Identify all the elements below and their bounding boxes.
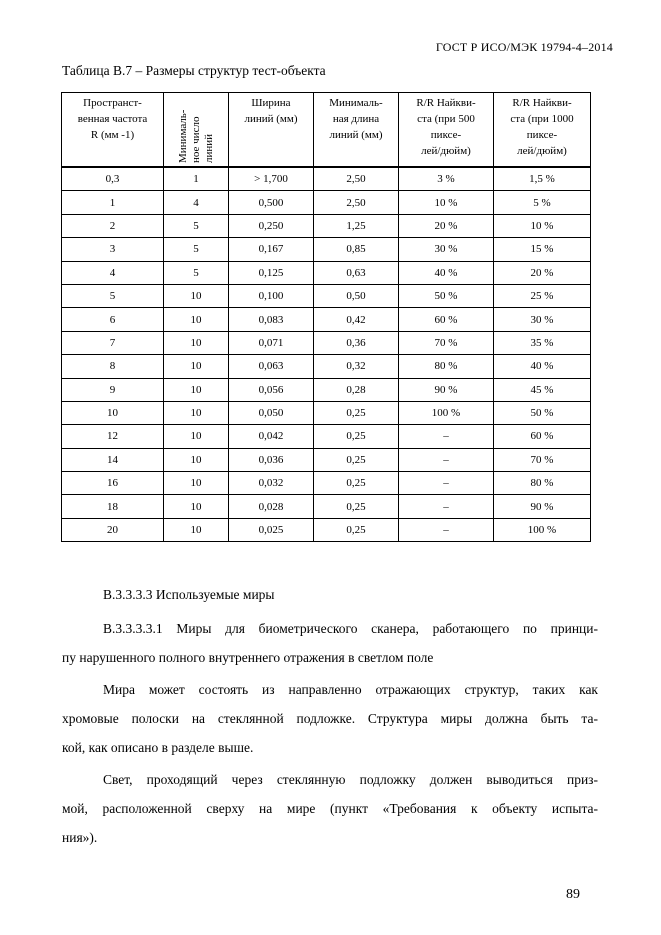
table-cell: 0,32: [314, 355, 399, 378]
table-cell: 25 %: [494, 284, 591, 307]
table-cell: 0,85: [314, 238, 399, 261]
col-header: [164, 93, 229, 168]
table-cell: 6: [62, 308, 164, 331]
table-row: [62, 495, 591, 518]
paragraph-line: Мира может состоять из направленно отражающих структур, таких как: [103, 682, 598, 697]
table-cell: 0,050: [229, 401, 314, 424]
section-heading: [62, 580, 598, 609]
table-cell: 50 %: [399, 284, 494, 307]
table-cell: 20 %: [399, 214, 494, 237]
table-cell: 10 %: [399, 191, 494, 214]
table-cell: 0,63: [314, 261, 399, 284]
table-cell: 0,25: [314, 518, 399, 541]
table-cell: 0,25: [314, 448, 399, 471]
table-cell: 0,36: [314, 331, 399, 354]
table-row: [62, 401, 591, 424]
table-cell: 5: [164, 261, 229, 284]
table-cell: 0,025: [229, 518, 314, 541]
table-cell: 90 %: [494, 495, 591, 518]
table-row: [62, 238, 591, 261]
table-cell: 2,50: [314, 167, 399, 191]
paragraph-line: ния»).: [62, 830, 98, 845]
table-cell: 0,50: [314, 284, 399, 307]
table-cell: 0,083: [229, 308, 314, 331]
table-cell: 5: [62, 284, 164, 307]
table-cell: 0,25: [314, 472, 399, 495]
col-header-label: Минималь- ное число линий: [176, 109, 215, 163]
col-header: [399, 93, 494, 168]
table-cell: 10: [164, 401, 229, 424]
table-cell: 10: [164, 448, 229, 471]
table-cell: 30 %: [399, 238, 494, 261]
table-cell: 40 %: [494, 355, 591, 378]
table-cell: 10 %: [494, 214, 591, 237]
table-row: [62, 472, 591, 495]
table-cell: 18: [62, 495, 164, 518]
table-cell: 5: [164, 214, 229, 237]
table-cell: 10: [62, 401, 164, 424]
table-cell: > 1,700: [229, 167, 314, 191]
table-cell: 30 %: [494, 308, 591, 331]
table-cell: 0,036: [229, 448, 314, 471]
table-cell: 100 %: [494, 518, 591, 541]
table-cell: 100 %: [399, 401, 494, 424]
table-cell: 1,5 %: [494, 167, 591, 191]
table-row: [62, 167, 591, 191]
table-cell: 1,25: [314, 214, 399, 237]
col-header: [314, 93, 399, 168]
table-cell: 0,28: [314, 378, 399, 401]
table-cell: 60 %: [399, 308, 494, 331]
table-cell: 10: [164, 331, 229, 354]
paragraph-line: пу нарушенного полного внутреннего отражения в светлом поле: [62, 650, 434, 665]
table-cell: 0,028: [229, 495, 314, 518]
table-row: [62, 378, 591, 401]
table-cell: 10: [164, 308, 229, 331]
table-row: [62, 191, 591, 214]
table-cell: 5 %: [494, 191, 591, 214]
table-row: [62, 425, 591, 448]
paragraph-line: кой, как описано в разделе выше.: [62, 740, 254, 755]
document-header: ГОСТ Р ИСО/МЭК 19794-4–2014: [435, 40, 613, 54]
table-cell: 20: [62, 518, 164, 541]
table-cell: 45 %: [494, 378, 591, 401]
table-cell: 0,250: [229, 214, 314, 237]
table-cell: –: [399, 472, 494, 495]
col-header: [229, 93, 314, 168]
col-header: [494, 93, 591, 168]
table-cell: 10: [164, 284, 229, 307]
table-cell: 12: [62, 425, 164, 448]
table-row: [62, 331, 591, 354]
table-cell: 10: [164, 495, 229, 518]
table-cell: 5: [164, 238, 229, 261]
table-cell: 8: [62, 355, 164, 378]
table-cell: 70 %: [494, 448, 591, 471]
table-row: [62, 518, 591, 541]
col-header-label: R/R Найкви- ста (при 1000 пиксе- лей/дюйм): [510, 97, 574, 157]
table-cell: 50 %: [494, 401, 591, 424]
table-row: [62, 284, 591, 307]
table-cell: 0,25: [314, 425, 399, 448]
paragraph-line: хромовые полоски на стеклянной подложке. Структура миры должна быть та-: [62, 711, 598, 726]
table-cell: 16: [62, 472, 164, 495]
dimensions-table: [61, 92, 591, 542]
table-row: [62, 214, 591, 237]
table-cell: 1: [62, 191, 164, 214]
table-cell: 3: [62, 238, 164, 261]
table-cell: 0,071: [229, 331, 314, 354]
table-cell: 0,056: [229, 378, 314, 401]
table-cell: 7: [62, 331, 164, 354]
table-cell: 70 %: [399, 331, 494, 354]
table-row: [62, 261, 591, 284]
table-cell: 40 %: [399, 261, 494, 284]
table-cell: 0,167: [229, 238, 314, 261]
col-header-label: Пространст- венная частота R (мм -1): [77, 97, 148, 141]
table-cell: –: [399, 448, 494, 471]
table-cell: 4: [164, 191, 229, 214]
table-cell: 9: [62, 378, 164, 401]
table-cell: 10: [164, 472, 229, 495]
table-cell: –: [399, 425, 494, 448]
table-cell: 1: [164, 167, 229, 191]
table-cell: 80 %: [399, 355, 494, 378]
table-cell: 14: [62, 448, 164, 471]
table-cell: 90 %: [399, 378, 494, 401]
table-row: [62, 448, 591, 471]
heading-text: В.3.3.3.3 Используемые миры: [103, 587, 275, 602]
table-caption: Таблица В.7 – Размеры структур тест-объекта: [62, 63, 326, 78]
table-cell: 80 %: [494, 472, 591, 495]
table-cell: 10: [164, 518, 229, 541]
table-cell: 20 %: [494, 261, 591, 284]
table-cell: 0,3: [62, 167, 164, 191]
table-cell: 2,50: [314, 191, 399, 214]
table-body: [62, 167, 591, 542]
paragraph-1: [62, 614, 598, 672]
table-cell: 0,42: [314, 308, 399, 331]
table-cell: 0,032: [229, 472, 314, 495]
paragraph-3: [62, 765, 598, 852]
col-header-label: Минималь- ная длина линий (мм): [329, 97, 383, 141]
table-cell: 0,25: [314, 495, 399, 518]
table-cell: 10: [164, 378, 229, 401]
table-cell: 60 %: [494, 425, 591, 448]
paragraph-line: мой, расположенной сверху на мире (пункт «Требования к объекту испыта-: [62, 801, 598, 816]
table-cell: –: [399, 518, 494, 541]
table-row: [62, 308, 591, 331]
paragraph-line: В.3.3.3.3.1 Миры для биометрического сканера, работающего по принци-: [103, 621, 598, 636]
page-number: 89: [566, 887, 580, 902]
table-header-row: [62, 93, 591, 168]
table-cell: 0,100: [229, 284, 314, 307]
table-cell: –: [399, 495, 494, 518]
table-cell: 0,042: [229, 425, 314, 448]
table-cell: 10: [164, 355, 229, 378]
table-cell: 15 %: [494, 238, 591, 261]
col-header-label: Ширина линий (мм): [244, 97, 298, 125]
table-cell: 4: [62, 261, 164, 284]
table-cell: 0,500: [229, 191, 314, 214]
table-cell: 0,125: [229, 261, 314, 284]
table-cell: 3 %: [399, 167, 494, 191]
table-cell: 0,063: [229, 355, 314, 378]
table-cell: 10: [164, 425, 229, 448]
col-header: [62, 93, 164, 168]
table-cell: 35 %: [494, 331, 591, 354]
paragraph-2: [62, 675, 598, 762]
table-row: [62, 355, 591, 378]
table-cell: 0,25: [314, 401, 399, 424]
col-header-label: R/R Найкви- ста (при 500 пиксе- лей/дюйм): [416, 97, 476, 157]
paragraph-line: Свет, проходящий через стеклянную подложку должен выводиться приз-: [103, 772, 598, 787]
table-cell: 2: [62, 214, 164, 237]
